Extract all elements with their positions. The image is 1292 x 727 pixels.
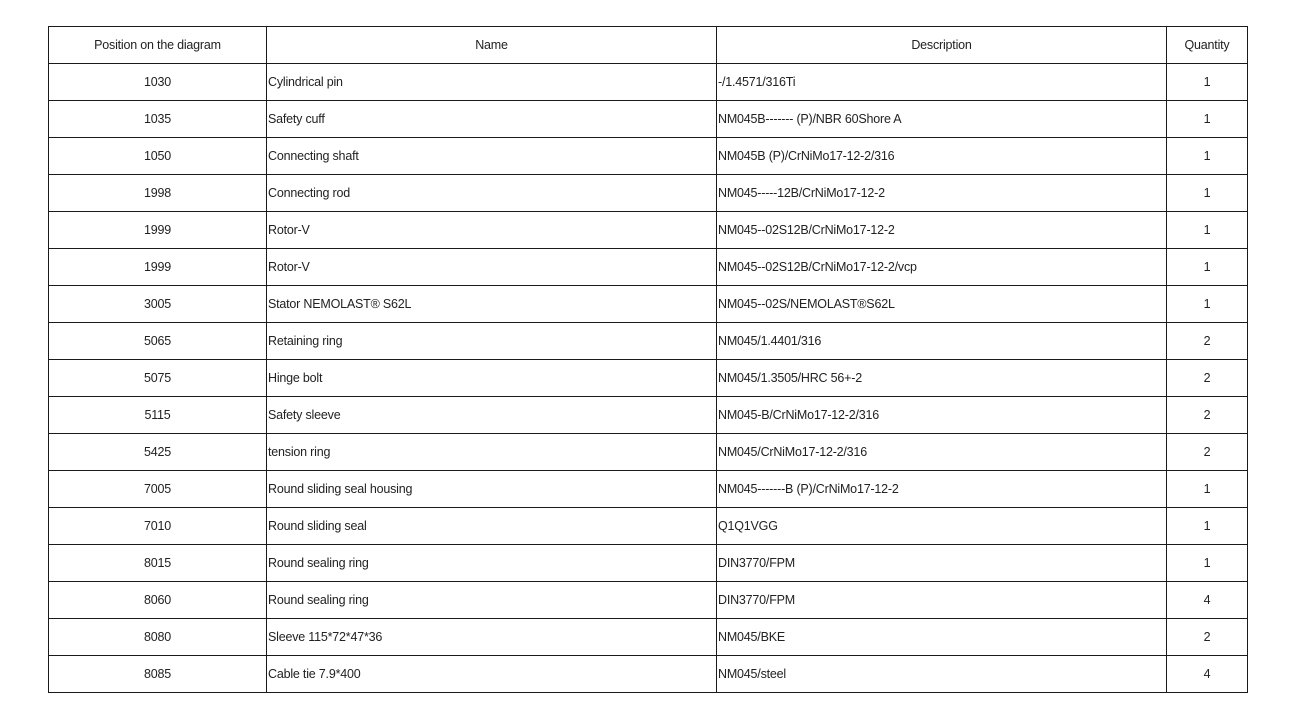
table-row (49, 64, 1248, 101)
cell-position: 1035 (49, 101, 267, 138)
cell-position: 5115 (49, 397, 267, 434)
cell-quantity: 1 (1167, 138, 1248, 175)
cell-description: DIN3770/FPM (717, 582, 1167, 619)
cell-quantity: 2 (1167, 619, 1248, 656)
cell-position: 3005 (49, 286, 267, 323)
table-row (49, 582, 1248, 619)
cell-description: NM045-B/CrNiMo17-12-2/316 (717, 397, 1167, 434)
cell-position: 7010 (49, 508, 267, 545)
cell-quantity: 1 (1167, 249, 1248, 286)
cell-quantity: 1 (1167, 508, 1248, 545)
cell-description: NM045--02S12B/CrNiMo17-12-2 (717, 212, 1167, 249)
cell-quantity: 2 (1167, 397, 1248, 434)
cell-quantity: 1 (1167, 175, 1248, 212)
column-header-description: Description (717, 27, 1167, 64)
table-row (49, 212, 1248, 249)
cell-position: 7005 (49, 471, 267, 508)
column-header-name: Name (267, 27, 717, 64)
cell-position: 1999 (49, 212, 267, 249)
cell-quantity: 1 (1167, 101, 1248, 138)
table-row (49, 397, 1248, 434)
cell-name: Round sealing ring (267, 582, 717, 619)
column-header-quantity: Quantity (1167, 27, 1248, 64)
cell-description: DIN3770/FPM (717, 545, 1167, 582)
cell-description: NM045/1.3505/HRC 56+-2 (717, 360, 1167, 397)
table-body (49, 64, 1248, 693)
table-header-row (49, 27, 1248, 64)
table-row (49, 360, 1248, 397)
cell-description: -/1.4571/316Ti (717, 64, 1167, 101)
cell-position: 8085 (49, 656, 267, 693)
cell-description: NM045/steel (717, 656, 1167, 693)
cell-position: 8060 (49, 582, 267, 619)
cell-name: Cable tie 7.9*400 (267, 656, 717, 693)
cell-position: 1998 (49, 175, 267, 212)
table-row (49, 175, 1248, 212)
cell-position: 5075 (49, 360, 267, 397)
cell-description: NM045/1.4401/316 (717, 323, 1167, 360)
cell-name: Round sealing ring (267, 545, 717, 582)
table-row (49, 101, 1248, 138)
cell-quantity: 2 (1167, 434, 1248, 471)
cell-quantity: 1 (1167, 212, 1248, 249)
cell-quantity: 2 (1167, 360, 1248, 397)
cell-quantity: 1 (1167, 64, 1248, 101)
table-row (49, 249, 1248, 286)
table-row (49, 138, 1248, 175)
cell-description: NM045-------B (P)/CrNiMo17-12-2 (717, 471, 1167, 508)
cell-quantity: 4 (1167, 656, 1248, 693)
column-header-position: Position on the diagram (49, 27, 267, 64)
cell-name: Cylindrical pin (267, 64, 717, 101)
cell-name: Stator NEMOLAST® S62L (267, 286, 717, 323)
table-row (49, 471, 1248, 508)
cell-description: NM045B (P)/CrNiMo17-12-2/316 (717, 138, 1167, 175)
cell-quantity: 2 (1167, 323, 1248, 360)
cell-position: 1999 (49, 249, 267, 286)
cell-description: NM045--02S/NEMOLAST®S62L (717, 286, 1167, 323)
cell-name: Retaining ring (267, 323, 717, 360)
cell-quantity: 1 (1167, 286, 1248, 323)
cell-name: tension ring (267, 434, 717, 471)
cell-name: Hinge bolt (267, 360, 717, 397)
cell-name: Safety sleeve (267, 397, 717, 434)
cell-position: 8080 (49, 619, 267, 656)
table-row (49, 286, 1248, 323)
table-row (49, 656, 1248, 693)
cell-name: Round sliding seal housing (267, 471, 717, 508)
cell-name: Round sliding seal (267, 508, 717, 545)
table-row (49, 323, 1248, 360)
cell-position: 5065 (49, 323, 267, 360)
cell-quantity: 4 (1167, 582, 1248, 619)
cell-name: Connecting shaft (267, 138, 717, 175)
cell-name: Rotor-V (267, 212, 717, 249)
cell-quantity: 1 (1167, 471, 1248, 508)
cell-description: NM045B------- (P)/NBR 60Shore A (717, 101, 1167, 138)
cell-description: NM045--02S12B/CrNiMo17-12-2/vcp (717, 249, 1167, 286)
cell-position: 1030 (49, 64, 267, 101)
table-row (49, 619, 1248, 656)
parts-table (48, 26, 1248, 693)
table-row (49, 434, 1248, 471)
cell-position: 5425 (49, 434, 267, 471)
cell-description: NM045-----12B/CrNiMo17-12-2 (717, 175, 1167, 212)
cell-position: 8015 (49, 545, 267, 582)
cell-position: 1050 (49, 138, 267, 175)
cell-description: NM045/CrNiMo17-12-2/316 (717, 434, 1167, 471)
cell-name: Rotor-V (267, 249, 717, 286)
cell-name: Safety cuff (267, 101, 717, 138)
cell-quantity: 1 (1167, 545, 1248, 582)
cell-description: NM045/BKE (717, 619, 1167, 656)
table-row (49, 545, 1248, 582)
table-row (49, 508, 1248, 545)
cell-name: Sleeve 115*72*47*36 (267, 619, 717, 656)
cell-name: Connecting rod (267, 175, 717, 212)
cell-description: Q1Q1VGG (717, 508, 1167, 545)
